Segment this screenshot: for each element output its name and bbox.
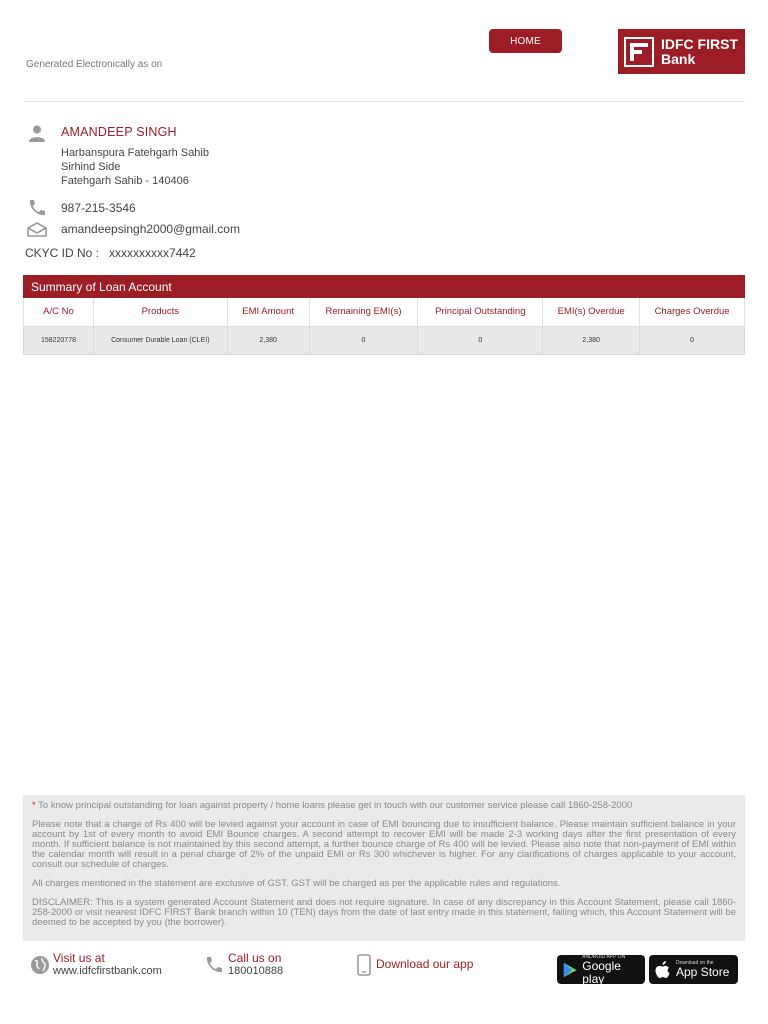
principal-note-text: To know principal outstanding for loan against property / home loans please get in touch with our customer service please call 1860-258-2000 — [38, 800, 633, 811]
app-store-label: App Store — [676, 965, 730, 979]
bank-logo-icon — [624, 37, 654, 67]
google-play-badge[interactable] — [557, 955, 645, 984]
visit-us[interactable] — [53, 952, 162, 978]
logo-line-2: Bank — [661, 50, 696, 67]
envelope-icon — [27, 222, 47, 237]
emi-bounce-note: Please note that a charge of Rs 400 will be levied against your account in case of EMI bouncing due to insufficient balance. Please maintain sufficient balance in your account by 1st of every month to avoid EMI Bounce charges. A second attempt to recover EMI will be made 2-3 working days after the first presentation of every month. If sufficient balance is not maintained by this second attempt, a further bounce charge of Rs 400 will be levied. Please also note that non-payment of EMI within the calendar month will result in a penal charge of 2% of the unpaid EMI or Rs 300 whichever is higher. For any clarifications of charges applicable to your account, consult our schedule of charges. — [32, 819, 736, 870]
principal-note — [32, 801, 736, 811]
header-divider — [24, 101, 745, 102]
column-header: EMI Amount — [227, 298, 309, 326]
loan-summary-title: Summary of Loan Account — [23, 275, 745, 298]
disclaimer-panel — [23, 795, 745, 941]
column-header: Products — [93, 298, 227, 326]
idfc-first-bank-logo — [618, 29, 745, 74]
column-header: EMI(s) Overdue — [543, 298, 640, 326]
mobile-phone-icon — [357, 954, 371, 976]
generated-text: Generated Electronically as on — [26, 59, 163, 70]
table-header-row — [24, 298, 745, 326]
home-button[interactable]: HOME — [489, 29, 562, 53]
ckyc-label: CKYC ID No : — [25, 246, 100, 260]
google-play-icon — [562, 961, 578, 979]
download-app-link[interactable]: Download our app — [376, 957, 474, 971]
address-line-2: Sirhind Side — [61, 161, 121, 173]
disclaimer-text: DISCLAIMER: This is a system generated Account Statement and does not require signature. In case of any discrepancy in this Account Statement, please call 1860-258-2000 or visit nearest IDFC FIRST Bank branch within 10 (TEN) days from the date of last entry made in this statement, failing which, this Account Statement will be deemed to be accepted by you (the borrower). — [32, 897, 736, 928]
loan-summary-table — [23, 298, 745, 355]
table-cell: 2,380 — [227, 326, 309, 354]
customer-address — [61, 146, 209, 188]
column-header: Principal Outstanding — [418, 298, 543, 326]
user-icon — [28, 124, 46, 142]
google-play-small-text: ANDROID APP ON — [582, 953, 626, 960]
ckyc-id — [25, 246, 196, 260]
google-play-label: Google play — [582, 958, 621, 986]
asterisk: * — [32, 800, 36, 811]
visit-us-title: Visit us at — [53, 951, 105, 965]
table-row — [24, 326, 745, 354]
table-cell: 0 — [309, 326, 418, 354]
phone-icon — [204, 955, 224, 975]
website-link[interactable]: www.idfcfirstbank.com — [53, 965, 162, 977]
table-cell: 158220778 — [24, 326, 94, 354]
gst-note: All charges mentioned in the statement are exclusive of GST. GST will be charged as per the applicable rules and regulations. — [32, 878, 561, 889]
ckyc-value: xxxxxxxxxx7442 — [109, 246, 196, 260]
address-line-1: Harbanspura Fatehgarh Sahib — [61, 147, 209, 159]
logo-line-1: IDFC FIRST — [661, 35, 738, 52]
column-header: A/C No — [24, 298, 94, 326]
apple-icon — [654, 960, 672, 980]
call-number[interactable]: 180010888 — [228, 965, 284, 977]
call-us-title: Call us on — [228, 951, 282, 965]
customer-email: amandeepsingh2000@gmail.com — [61, 222, 240, 236]
column-header: Charges Overdue — [640, 298, 745, 326]
call-us[interactable] — [228, 952, 283, 978]
column-header: Remaining EMI(s) — [309, 298, 418, 326]
customer-name: AMANDEEP SINGH — [61, 125, 177, 139]
globe-icon — [30, 955, 50, 975]
table-cell: 0 — [418, 326, 543, 354]
app-store-small-text: Download on the — [676, 960, 714, 966]
phone-icon — [27, 198, 47, 218]
table-cell: 2,380 — [543, 326, 640, 354]
table-cell: 0 — [640, 326, 745, 354]
app-store-badge[interactable] — [649, 955, 738, 984]
customer-phone: 987-215-3546 — [61, 201, 136, 215]
address-line-3: Fatehgarh Sahib - 140406 — [61, 175, 189, 187]
table-cell: Consumer Durable Loan (CLEI) — [93, 326, 227, 354]
